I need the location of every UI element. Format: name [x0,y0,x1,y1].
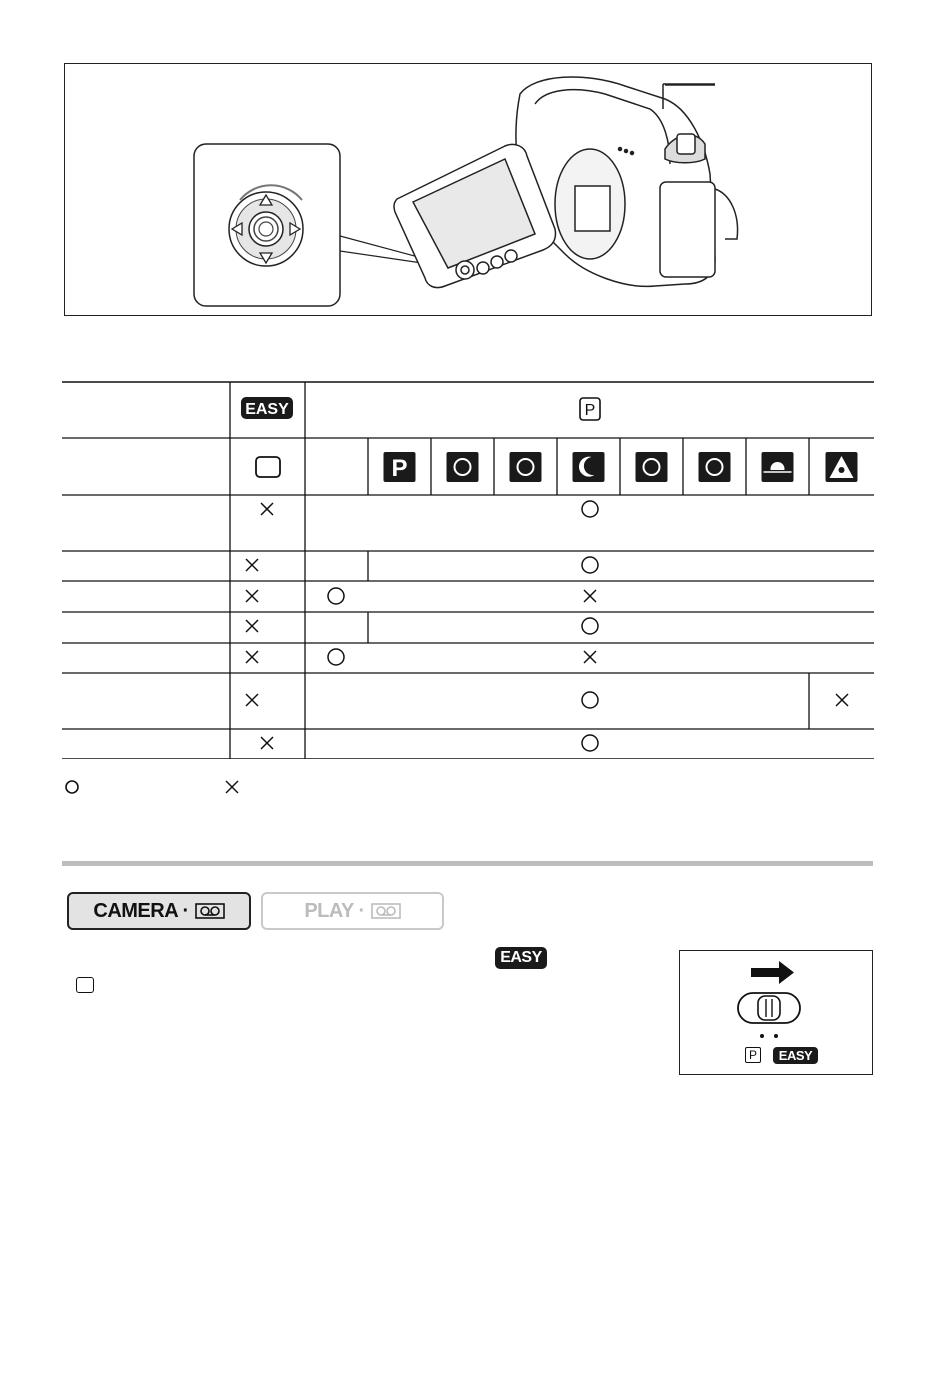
auto-square-icon [76,977,94,993]
unavailable-cross-icon [246,620,258,632]
available-circle-icon [582,618,598,634]
unavailable-cross-icon [226,781,238,793]
program-p-label: P [391,455,408,482]
unavailable-cross-icon [246,559,258,571]
easy-mode-label: EASY [245,401,289,418]
mode-switch-panel [679,950,873,1075]
auto-square-icon [256,457,280,477]
program-p-icon: P [745,1047,761,1063]
available-circle-icon [582,557,598,573]
play-mode-label: PLAY · [304,899,365,922]
feature-availability-table [62,381,874,759]
available-circle-icon [582,692,598,708]
available-circle-icon [582,735,598,751]
unavailable-cross-icon [836,694,848,706]
unavailable-cross-icon [261,737,273,749]
unavailable-cross-icon [261,503,273,515]
arrow-right-icon [751,961,794,984]
portrait-icon [447,452,479,482]
unavailable-cross-icon [584,651,596,663]
camcorder-illustration [64,63,872,316]
easy-mode-badge: EASY [495,947,547,969]
legend-symbols [62,776,362,798]
camera-tape-mode-button[interactable] [67,892,251,930]
night-icon [573,452,605,482]
unavailable-cross-icon [246,694,258,706]
cassette-icon [195,903,225,919]
available-circle-icon [328,649,344,665]
easy-mode-badge: EASY [773,1047,818,1064]
program-p-label: P [584,402,596,419]
unavailable-cross-icon [246,590,258,602]
camera-mode-label: CAMERA · [93,899,189,922]
unavailable-cross-icon [584,590,596,602]
table-grid [62,381,874,759]
legend [62,776,362,798]
camcorder-drawing [65,64,873,317]
play-tape-mode-button[interactable] [261,892,444,930]
slide-switch-icon [738,993,800,1023]
beach-icon [699,452,731,482]
cassette-icon [371,903,401,919]
sports-icon [510,452,542,482]
unavailable-cross-icon [246,651,258,663]
available-circle-icon [328,588,344,604]
snow-icon [636,452,668,482]
section-divider [62,861,873,866]
lcd-panel [394,144,556,287]
figure-glyph [839,467,845,473]
available-circle-icon [66,781,78,793]
camcorder-body [516,77,738,286]
available-circle-icon [582,501,598,517]
